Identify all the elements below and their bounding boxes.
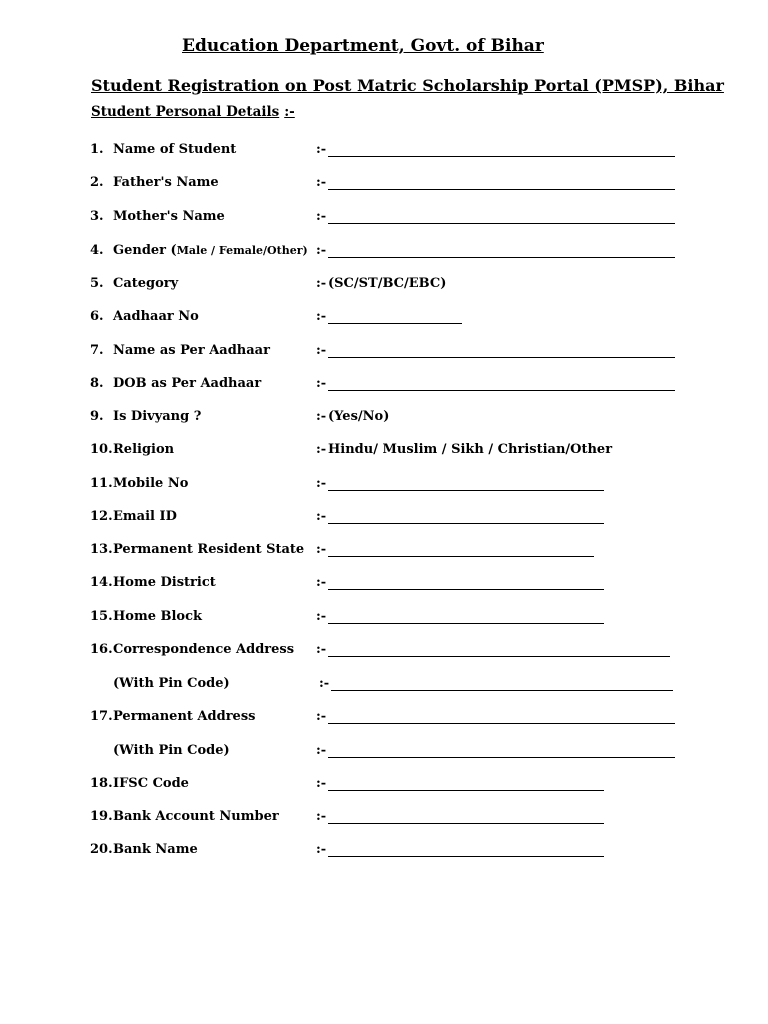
field-row-ifsc-code [90, 776, 690, 796]
field-separator: :- [316, 743, 327, 758]
field-label-options: Male / Female/Other) [176, 244, 308, 257]
field-options: (Yes/No) [328, 409, 390, 424]
form-subtitle: Student Registration on Post Matric Scholarship Portal (PMSP), Bihar [91, 76, 724, 95]
section-separator: :- [284, 104, 295, 120]
field-label: Name as Per Aadhaar [113, 343, 270, 358]
fill-in-line[interactable] [328, 556, 594, 557]
field-separator: :- [316, 409, 327, 424]
field-number: 6. [90, 309, 104, 324]
field-row-correspondence-pin [90, 676, 690, 696]
field-separator: :- [316, 842, 327, 857]
field-number: 4. [90, 243, 104, 258]
fill-in-line[interactable] [328, 189, 675, 190]
section-label: Student Personal Details [91, 104, 280, 120]
field-label: Home District [113, 575, 216, 590]
field-number: 9. [90, 409, 104, 424]
field-row-name-of-student [90, 142, 690, 162]
field-number: 18. [90, 776, 113, 791]
field-separator: :- [316, 575, 327, 590]
fill-in-line[interactable] [328, 823, 604, 824]
fill-in-line[interactable] [331, 690, 673, 691]
field-label: Correspondence Address [113, 642, 295, 657]
field-separator: :- [316, 142, 327, 157]
field-number: 20. [90, 842, 113, 857]
field-number: 3. [90, 209, 104, 224]
field-label: Permanent Resident State [113, 542, 305, 557]
fill-in-line[interactable] [328, 790, 604, 791]
field-row-name-as-per-aadhaar [90, 343, 690, 363]
field-row-dob [90, 376, 690, 396]
field-row-email-id [90, 509, 690, 529]
field-number: 12. [90, 509, 113, 524]
field-separator: :- [316, 642, 327, 657]
field-row-resident-state [90, 542, 690, 562]
field-label: Name of Student [113, 142, 237, 157]
field-separator: :- [316, 442, 327, 457]
page-title: Education Department, Govt. of Bihar [182, 36, 544, 56]
fill-in-line[interactable] [328, 623, 604, 624]
fill-in-line[interactable] [328, 856, 604, 857]
field-separator: :- [316, 209, 327, 224]
field-row-gender [90, 243, 690, 263]
field-separator: :- [316, 709, 327, 724]
field-options: (SC/ST/BC/EBC) [328, 276, 447, 291]
field-number: 14. [90, 575, 113, 590]
fill-in-line[interactable] [328, 490, 604, 491]
field-row-mothers-name [90, 209, 690, 229]
field-separator: :- [316, 542, 327, 557]
field-separator: :- [316, 376, 327, 391]
field-number: 19. [90, 809, 113, 824]
field-separator: :- [316, 609, 327, 624]
field-separator: :- [316, 509, 327, 524]
field-label: (With Pin Code) [113, 676, 230, 691]
field-number: 7. [90, 343, 104, 358]
field-separator: :- [316, 276, 327, 291]
fill-in-line[interactable] [328, 156, 675, 157]
field-label: Religion [113, 442, 175, 457]
field-number: 2. [90, 175, 104, 190]
field-row-permanent-pin [90, 743, 690, 763]
field-row-home-block [90, 609, 690, 629]
field-row-correspondence-address [90, 642, 690, 662]
field-number: 17. [90, 709, 113, 724]
field-label: Father's Name [113, 175, 219, 190]
field-label [113, 243, 308, 258]
field-label: Is Divyang ? [113, 409, 202, 424]
fill-in-line[interactable] [328, 523, 604, 524]
field-separator: :- [316, 476, 327, 491]
field-number: 8. [90, 376, 104, 391]
field-row-divyang [90, 409, 690, 429]
field-separator: :- [319, 676, 330, 691]
field-label: Email ID [113, 509, 177, 524]
field-label: (With Pin Code) [113, 743, 230, 758]
field-number: 16. [90, 642, 113, 657]
fill-in-line[interactable] [328, 656, 670, 657]
field-row-aadhaar-no [90, 309, 690, 329]
field-label: Bank Account Number [113, 809, 279, 824]
fill-in-line[interactable] [328, 357, 675, 358]
field-label: DOB as Per Aadhaar [113, 376, 262, 391]
field-separator: :- [316, 809, 327, 824]
field-separator: :- [316, 243, 327, 258]
field-label: Bank Name [113, 842, 198, 857]
field-number: 1. [90, 142, 104, 157]
field-row-permanent-address [90, 709, 690, 729]
field-options: Hindu/ Muslim / Sikh / Christian/Other [328, 442, 613, 457]
field-label: Home Block [113, 609, 203, 624]
field-row-home-district [90, 575, 690, 595]
fill-in-line[interactable] [328, 757, 675, 758]
field-label: IFSC Code [113, 776, 189, 791]
field-label: Mobile No [113, 476, 189, 491]
field-row-mobile-no [90, 476, 690, 496]
fill-in-line[interactable] [328, 723, 675, 724]
fill-in-line[interactable] [328, 223, 675, 224]
field-number: 15. [90, 609, 113, 624]
fill-in-line[interactable] [328, 257, 675, 258]
field-separator: :- [316, 343, 327, 358]
field-label: Mother's Name [113, 209, 225, 224]
section-heading [91, 104, 295, 120]
field-separator: :- [316, 175, 327, 190]
field-number: 5. [90, 276, 104, 291]
field-row-religion [90, 442, 690, 462]
fill-in-line[interactable] [328, 589, 604, 590]
field-label-main: Gender ( [113, 243, 177, 258]
field-row-bank-name [90, 842, 690, 862]
field-number: 10. [90, 442, 113, 457]
fill-in-line[interactable] [328, 390, 675, 391]
fill-in-line[interactable] [328, 323, 462, 324]
field-number: 11. [90, 476, 113, 491]
field-label: Category [113, 276, 179, 291]
field-separator: :- [316, 776, 327, 791]
field-row-fathers-name [90, 175, 690, 195]
field-row-bank-account-number [90, 809, 690, 829]
field-row-category [90, 276, 690, 296]
field-label: Permanent Address [113, 709, 256, 724]
field-label: Aadhaar No [113, 309, 199, 324]
field-number: 13. [90, 542, 113, 557]
field-separator: :- [316, 309, 327, 324]
